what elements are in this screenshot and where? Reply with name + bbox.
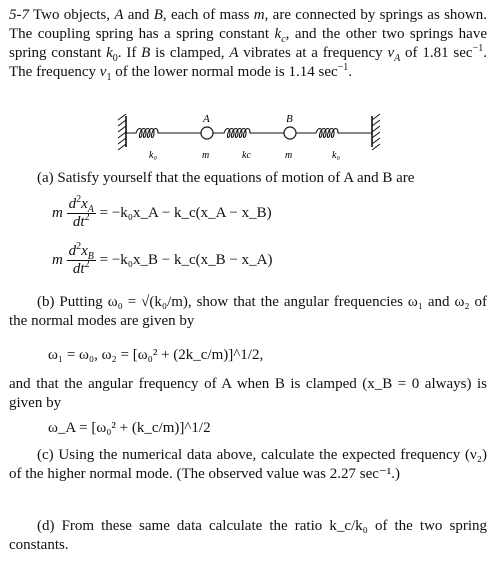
equation-b2: ω_A = [ω₀² + (k_c/m)]^1/2 (48, 420, 211, 436)
equation-a1-rhs: = −k₀x_A − k_c(x_A − x_B) (99, 204, 272, 221)
part-d-text: (d) From these same data calculate the ratio k_c/k₀ of the two spring constants. (9, 518, 487, 553)
mass-b (284, 127, 296, 139)
spring-label-kc: kc (242, 150, 251, 161)
mass-label-a: m (202, 150, 210, 161)
fraction-d2xa-dt2: $\frac{d^2x_A}{dt^2}$ (68, 194, 94, 230)
problem-intro-text: Two objects, A and B, each of mass m, are connected by springs as shown. The coupling spring has a spring constant $k_c$, and the other two springs have spring constant $k_0$. If B is clamped, A vibrates at a frequency $\nu_A$ of 1.81 $\sec^{-1}$. The frequency $\nu_1$ of the lower normal mode is 1.14 $\sec^{-1}$. (9, 7, 488, 83)
part-b-text: (b) Putting ω₀ = √(k₀/m), show that the angular frequencies ω₁ and ω₂ of the normal modes are given by (9, 294, 487, 329)
equation-b1: ω₁ = ω₀, ω₂ = [ω₀² + (2k_c/m)]^1/2, (48, 347, 264, 363)
equation-a1: m $\frac{d^2x_A}{dt^2}$ = −k₀x_A − k_c(x_A − x_B) (52, 194, 272, 230)
spring-label-k0-right: k₀ (332, 150, 340, 161)
problem-intro (9, 6, 487, 82)
spring-label-k0-left: k₀ (149, 150, 157, 161)
coupling-spring (213, 129, 284, 138)
fraction-d2xb-dt2: $\frac{d^2x_B}{dt^2}$ (68, 241, 94, 277)
label-b: B (286, 113, 293, 125)
label-a: A (203, 113, 210, 125)
part-a-text: (a) Satisfy yourself that the equations of motion of A and B are (37, 170, 415, 186)
mass-a (201, 127, 213, 139)
equation-a2: m $\frac{d^2x_B}{dt^2}$ = −k₀x_B − k_c(x_B − x_A) (52, 241, 273, 277)
right-spring (296, 129, 372, 138)
equation-a2-rhs: = −k₀x_B − k_c(x_B − x_A) (99, 251, 273, 268)
right-wall (372, 114, 380, 150)
mass-label-b: m (285, 150, 293, 161)
problem-number: 5-7 (9, 7, 29, 23)
spring-mass-diagram (118, 113, 380, 165)
part-b-text-2: and that the angular frequency of A when B is clamped (x_B = 0 always) is given by (9, 376, 487, 411)
left-spring (126, 129, 168, 138)
left-wall (118, 114, 126, 150)
part-c-text: (c) Using the numerical data above, calculate the expected frequency (ν₂) of the higher normal mode. (The observed value was 2.27 sec⁻¹.) (9, 447, 487, 482)
